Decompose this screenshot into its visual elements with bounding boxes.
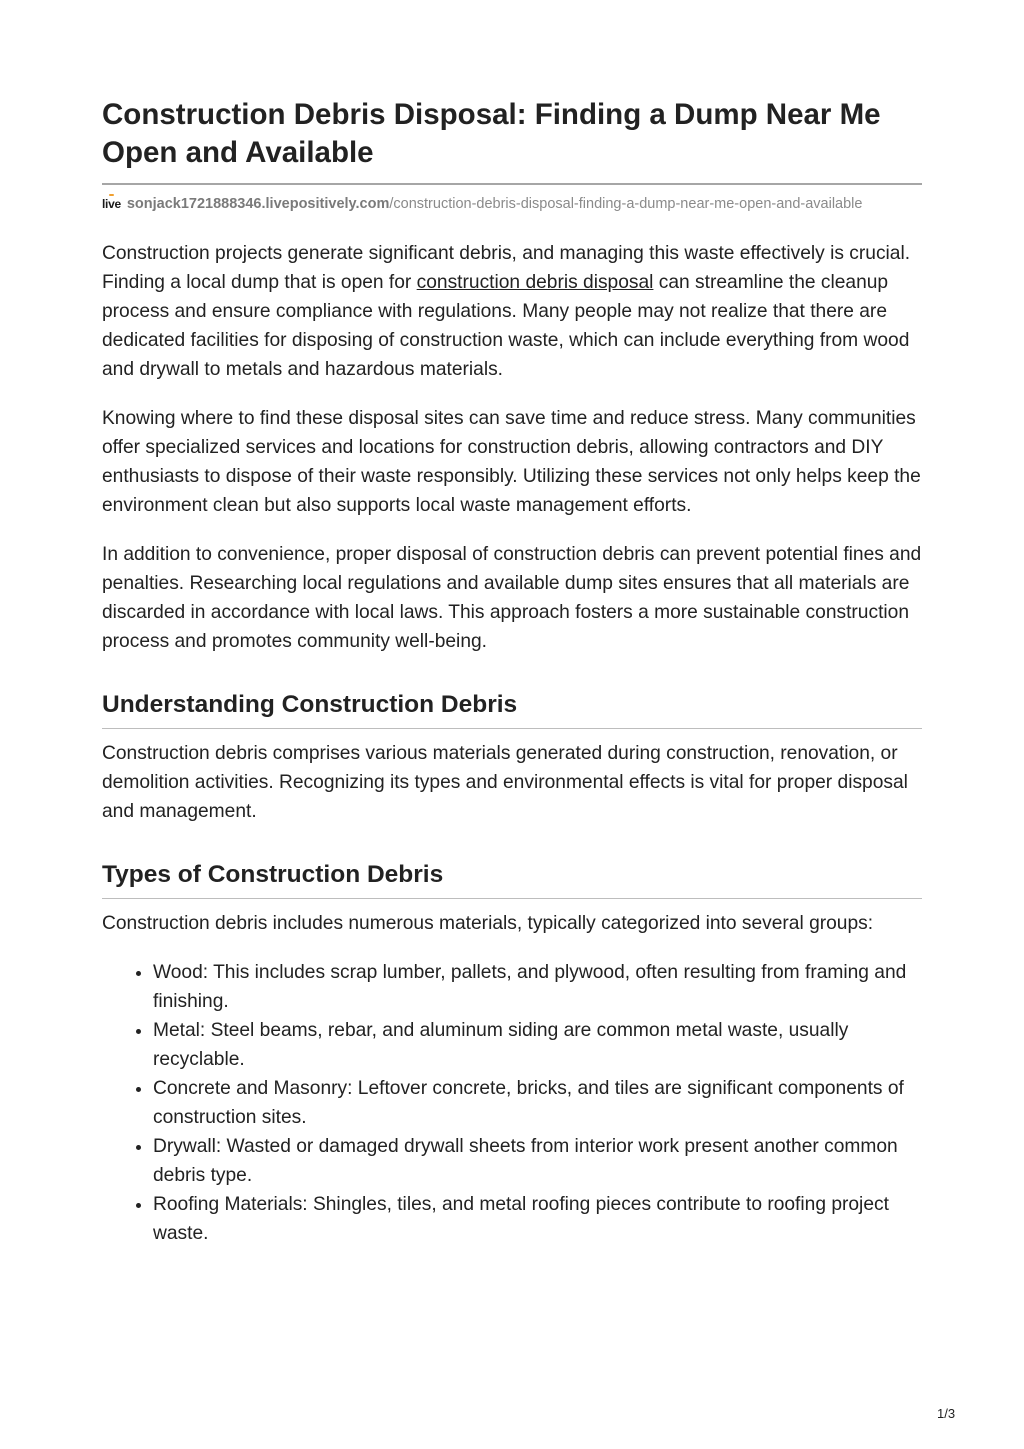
page-title: Construction Debris Disposal: Finding a Dump Near Me Open and Available: [102, 96, 922, 185]
source-path: /construction-debris-disposal-finding-a-dump-near-me-open-and-available: [389, 196, 863, 212]
section-heading-types: Types of Construction Debris: [102, 860, 922, 899]
livepositively-logo: live: [102, 197, 121, 211]
article: [102, 96, 922, 1248]
list-item: • Concrete and Masonry: Leftover concrete, bricks, and tiles are significant components of construction sites.: [153, 1074, 922, 1132]
section2-paragraph: Construction debris includes numerous materials, typically categorized into several groups:: [102, 913, 874, 934]
debris-types-list: [102, 958, 922, 1248]
intro-paragraph-2: Knowing where to find these disposal sites can save time and reduce stress. Many communities offer specialized services and locations for construction debris, allowing contractors and DIY enthusiasts to dispose of their waste responsibly. Utilizing these services not only helps keep the environment clean but also supports local waste management efforts.: [102, 408, 921, 516]
page-number: 1/3: [937, 1406, 956, 1421]
list-item: • Drywall: Wasted or damaged drywall sheets from interior work present another common debris type.: [153, 1132, 922, 1190]
source-line: [102, 195, 922, 213]
list-item: • Wood: This includes scrap lumber, pallets, and plywood, often resulting from framing and finishing.: [153, 958, 922, 1016]
list-item: • Roofing Materials: Shingles, tiles, and metal roofing pieces contribute to roofing project waste.: [153, 1190, 922, 1248]
construction-debris-disposal-link[interactable]: construction debris disposal: [416, 272, 654, 293]
section-heading-understanding: Understanding Construction Debris: [102, 690, 922, 729]
source-domain: sonjack1721888346.livepositively.com: [126, 196, 390, 212]
section1-paragraph: Construction debris comprises various materials generated during construction, renovation, or demolition activities. Recognizing its types and environmental effects is vital for proper disposal and management.: [102, 743, 908, 822]
intro-paragraph-1: Construction projects generate significant debris, and managing this waste effectively is crucial. Finding a local dump that is open for construction debris disposal can streamline the cleanup process and ensure compliance with regulations. Many people may not realize that there are dedicated facilities for disposing of construction waste, which can include everything from wood and drywall to metals and hazardous materials.: [102, 243, 911, 380]
list-item: • Metal: Steel beams, rebar, and aluminum siding are common metal waste, usually recyclable.: [153, 1016, 922, 1074]
intro-paragraph-3: In addition to convenience, proper disposal of construction debris can prevent potential fines and penalties. Researching local regulations and available dump sites ensures that all materials are discarded in accordance with local laws. This approach fosters a more sustainable construction process and promotes community well-being.: [102, 544, 922, 652]
